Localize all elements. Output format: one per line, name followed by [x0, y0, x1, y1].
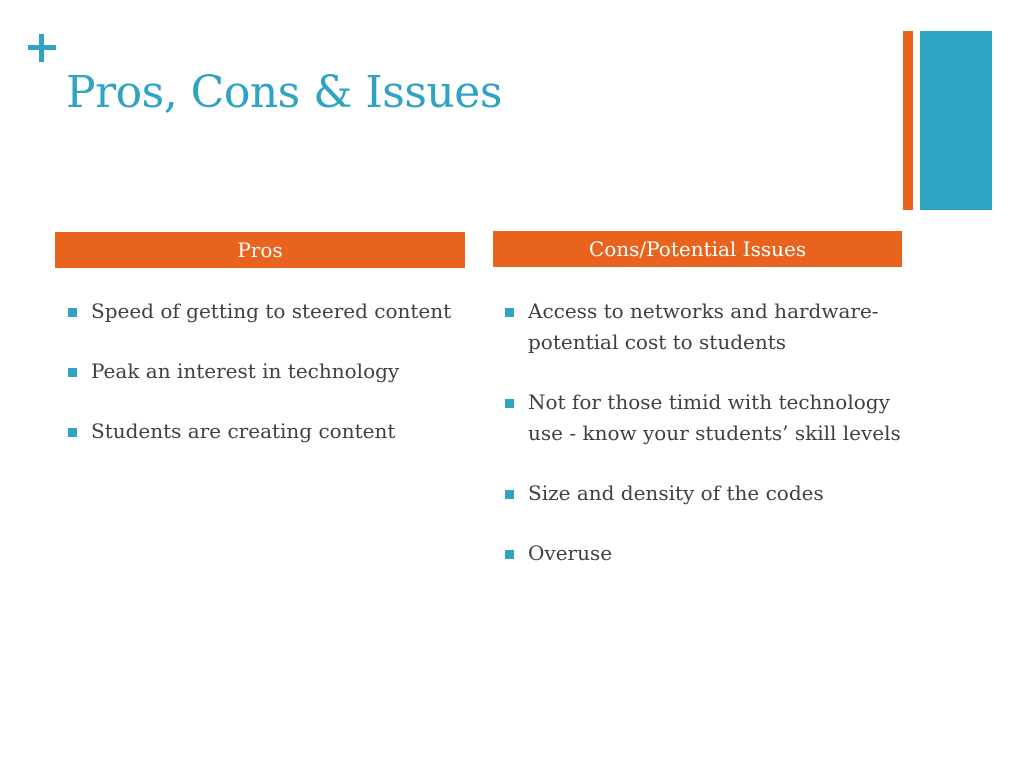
bullet-square-icon — [505, 399, 514, 408]
list-item — [68, 356, 468, 387]
cons-list — [505, 296, 905, 598]
bullet-square-icon — [505, 550, 514, 559]
plus-icon — [28, 34, 56, 62]
list-item — [68, 416, 468, 447]
bullet-square-icon — [68, 368, 77, 377]
list-item — [68, 296, 468, 327]
cons-item-text: Access to networks and hardware-potential cost to students — [528, 299, 879, 354]
bullet-square-icon — [68, 428, 77, 437]
pros-item-text: Peak an interest in technology — [91, 359, 400, 383]
list-item — [505, 387, 905, 449]
bullet-square-icon — [68, 308, 77, 317]
decorative-blue-block — [920, 31, 992, 210]
slide-title: Pros, Cons & Issues — [66, 67, 502, 118]
cons-header: Cons/Potential Issues — [493, 231, 902, 267]
pros-list — [68, 296, 468, 476]
decorative-orange-bar — [903, 31, 913, 210]
cons-item-text: Size and density of the codes — [528, 481, 824, 505]
pros-item-text: Speed of getting to steered content — [91, 299, 452, 323]
bullet-square-icon — [505, 490, 514, 499]
bullet-square-icon — [505, 308, 514, 317]
cons-item-text: Not for those timid with technology use - know your students’ skill levels — [528, 390, 901, 445]
list-item — [505, 538, 905, 569]
pros-header: Pros — [55, 232, 465, 268]
list-item — [505, 296, 905, 358]
list-item — [505, 478, 905, 509]
pros-item-text: Students are creating content — [91, 419, 396, 443]
cons-item-text: Overuse — [528, 541, 613, 565]
